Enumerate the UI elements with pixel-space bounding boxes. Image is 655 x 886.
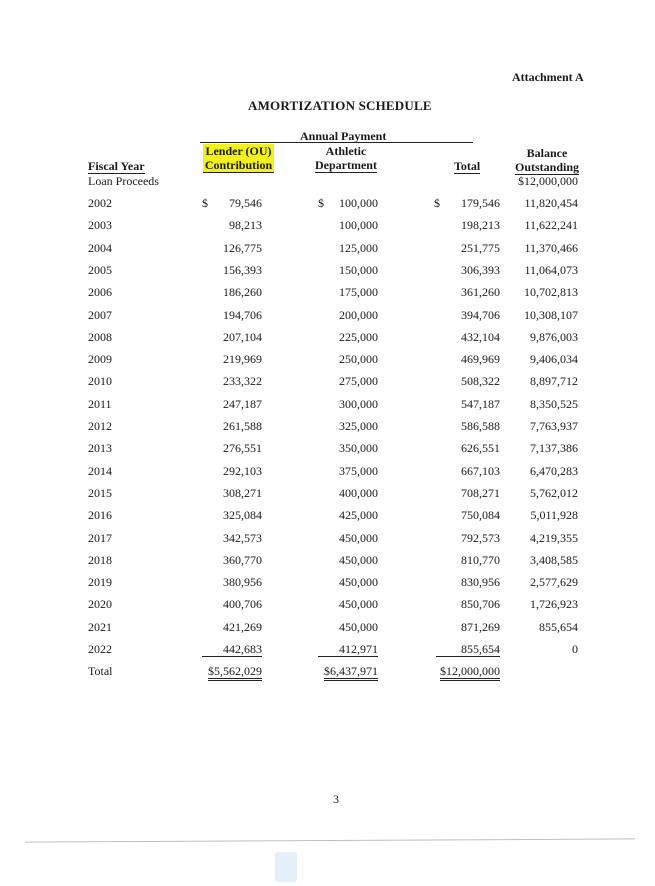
scan-artifact xyxy=(275,852,297,882)
row-athletic: 175,000 xyxy=(339,285,378,299)
balance-header-line1: Balance xyxy=(526,146,568,160)
total-header: Total xyxy=(454,159,481,173)
row-year: 2018 xyxy=(88,553,112,567)
row-balance: 11,622,241 xyxy=(524,218,578,232)
totals-total-value: $12,000,000 xyxy=(440,664,500,681)
row-lender: 79,546 xyxy=(229,196,262,210)
row-athletic: 400,000 xyxy=(339,486,378,500)
row-total-value: 855,654 xyxy=(436,642,500,657)
row-lender: 380,956 xyxy=(223,575,262,589)
row-balance: 2,577,629 xyxy=(530,575,578,589)
row-athletic: 225,000 xyxy=(339,330,378,344)
row-athletic-value: 412,971 xyxy=(318,642,378,657)
row-lender: 207,104 xyxy=(223,330,262,344)
row-total xyxy=(420,642,500,657)
row-year: 2015 xyxy=(88,486,112,500)
currency-symbol: $ xyxy=(318,196,324,210)
row-balance: 11,064,073 xyxy=(524,263,578,277)
row-year: 2022 xyxy=(88,642,112,656)
row-lender: 233,322 xyxy=(223,374,262,388)
row-total: 179,546 xyxy=(461,196,500,210)
row-lender: 342,573 xyxy=(223,531,262,545)
totals-lender xyxy=(190,664,262,678)
row-year: 2003 xyxy=(88,218,112,232)
row-balance: 10,702,813 xyxy=(524,285,578,299)
lender-header-line1: Lender (OU) xyxy=(205,144,272,158)
row-lender: 186,260 xyxy=(223,285,262,299)
currency-symbol: $ xyxy=(434,196,440,210)
currency-symbol: $ xyxy=(202,196,208,210)
row-athletic: 150,000 xyxy=(339,263,378,277)
row-year: 2005 xyxy=(88,263,112,277)
row-athletic: 200,000 xyxy=(339,308,378,322)
row-lender: 325,084 xyxy=(223,508,262,522)
row-balance: 5,762,012 xyxy=(530,486,578,500)
row-total: 871,269 xyxy=(461,620,500,634)
totals-lender-value: $5,562,029 xyxy=(208,664,262,681)
row-athletic: 325,000 xyxy=(339,419,378,433)
row-lender: 360,770 xyxy=(223,553,262,567)
row-total: 361,260 xyxy=(461,285,500,299)
row-year: 2004 xyxy=(88,241,112,255)
row-lender: 247,187 xyxy=(223,397,262,411)
row-balance: 8,897,712 xyxy=(530,374,578,388)
row-athletic: 350,000 xyxy=(339,441,378,455)
row-total: 394,706 xyxy=(461,308,500,322)
schedule-title: AMORTIZATION SCHEDULE xyxy=(248,98,432,113)
row-lender: 194,706 xyxy=(223,308,262,322)
row-total: 830,956 xyxy=(461,575,500,589)
row-lender: 98,213 xyxy=(229,218,262,232)
row-total: 586,588 xyxy=(461,419,500,433)
row-total: 432,104 xyxy=(461,330,500,344)
balance-header xyxy=(508,146,586,174)
row-athletic: 375,000 xyxy=(339,464,378,478)
lender-header xyxy=(200,144,277,172)
row-lender-value: 442,683 xyxy=(202,642,262,657)
row-total: 251,775 xyxy=(461,241,500,255)
row-athletic: 125,000 xyxy=(339,241,378,255)
fiscal-year-header: Fiscal Year xyxy=(88,159,145,173)
row-athletic: 100,000 xyxy=(339,218,378,232)
totals-athletic xyxy=(300,664,378,678)
totals-label: Total xyxy=(88,664,113,678)
scan-edge-line xyxy=(25,838,635,842)
loan-proceeds-label: Loan Proceeds xyxy=(88,174,159,188)
row-year: 2008 xyxy=(88,330,112,344)
row-athletic: 450,000 xyxy=(339,597,378,611)
row-balance: 855,654 xyxy=(539,620,578,634)
row-balance: 8,350,525 xyxy=(530,397,578,411)
row-balance: 10,308,107 xyxy=(524,308,578,322)
row-balance: 11,370,466 xyxy=(524,241,578,255)
row-year: 2006 xyxy=(88,285,112,299)
row-athletic: 100,000 xyxy=(339,196,378,210)
row-year: 2011 xyxy=(88,397,112,411)
lender-header-line2: Contribution xyxy=(204,158,273,172)
row-balance: 6,470,283 xyxy=(530,464,578,478)
row-athletic: 250,000 xyxy=(339,352,378,366)
row-year: 2014 xyxy=(88,464,112,478)
row-year: 2021 xyxy=(88,620,112,634)
balance-header-line2: Outstanding xyxy=(514,160,580,174)
row-year: 2007 xyxy=(88,308,112,322)
row-athletic: 450,000 xyxy=(339,620,378,634)
row-balance: 11,820,454 xyxy=(524,196,578,210)
row-lender: 126,775 xyxy=(223,241,262,255)
row-year: 2010 xyxy=(88,374,112,388)
row-athletic: 425,000 xyxy=(339,508,378,522)
row-total: 750,084 xyxy=(461,508,500,522)
row-balance: 9,406,034 xyxy=(530,352,578,366)
row-year: 2019 xyxy=(88,575,112,589)
row-balance: 7,137,386 xyxy=(530,441,578,455)
row-year: 2012 xyxy=(88,419,112,433)
athletic-header-line1: Athletic xyxy=(325,144,367,158)
row-balance: 0 xyxy=(572,642,578,656)
row-total: 198,213 xyxy=(461,218,500,232)
annual-payment-rule xyxy=(200,142,473,143)
row-total: 626,551 xyxy=(461,441,500,455)
row-total: 850,706 xyxy=(461,597,500,611)
athletic-header xyxy=(303,144,389,172)
row-lender: 261,588 xyxy=(223,419,262,433)
row-lender: 156,393 xyxy=(223,263,262,277)
row-balance: 3,408,585 xyxy=(530,553,578,567)
row-athletic: 450,000 xyxy=(339,575,378,589)
loan-proceeds-balance: $12,000,000 xyxy=(518,174,578,188)
row-total: 792,573 xyxy=(461,531,500,545)
row-lender: 276,551 xyxy=(223,441,262,455)
row-total: 469,969 xyxy=(461,352,500,366)
row-lender: 308,271 xyxy=(223,486,262,500)
row-year: 2013 xyxy=(88,441,112,455)
row-year: 2016 xyxy=(88,508,112,522)
athletic-header-line2: Department xyxy=(315,158,377,172)
row-athletic xyxy=(300,642,378,657)
row-total: 306,393 xyxy=(461,263,500,277)
page-number: 3 xyxy=(333,792,339,806)
row-year: 2002 xyxy=(88,196,112,210)
row-lender: 219,969 xyxy=(223,352,262,366)
row-balance: 1,726,923 xyxy=(530,597,578,611)
row-total: 547,187 xyxy=(461,397,500,411)
row-balance: 9,876,003 xyxy=(530,330,578,344)
totals-total xyxy=(420,664,500,678)
row-total: 508,322 xyxy=(461,374,500,388)
row-athletic: 450,000 xyxy=(339,553,378,567)
row-balance: 5,011,928 xyxy=(530,508,578,522)
annual-payment-header: Annual Payment xyxy=(300,129,387,143)
row-lender xyxy=(190,642,262,657)
row-year: 2009 xyxy=(88,352,112,366)
row-lender: 400,706 xyxy=(223,597,262,611)
row-year: 2017 xyxy=(88,531,112,545)
totals-athletic-value: $6,437,971 xyxy=(324,664,378,681)
row-balance: 4,219,355 xyxy=(530,531,578,545)
row-athletic: 275,000 xyxy=(339,374,378,388)
row-lender: 421,269 xyxy=(223,620,262,634)
row-athletic: 450,000 xyxy=(339,531,378,545)
row-total: 810,770 xyxy=(461,553,500,567)
row-balance: 7,763,937 xyxy=(530,419,578,433)
row-total: 667,103 xyxy=(461,464,500,478)
row-athletic: 300,000 xyxy=(339,397,378,411)
row-total: 708,271 xyxy=(461,486,500,500)
attachment-label: Attachment A xyxy=(512,70,584,84)
row-lender: 292,103 xyxy=(223,464,262,478)
row-year: 2020 xyxy=(88,597,112,611)
